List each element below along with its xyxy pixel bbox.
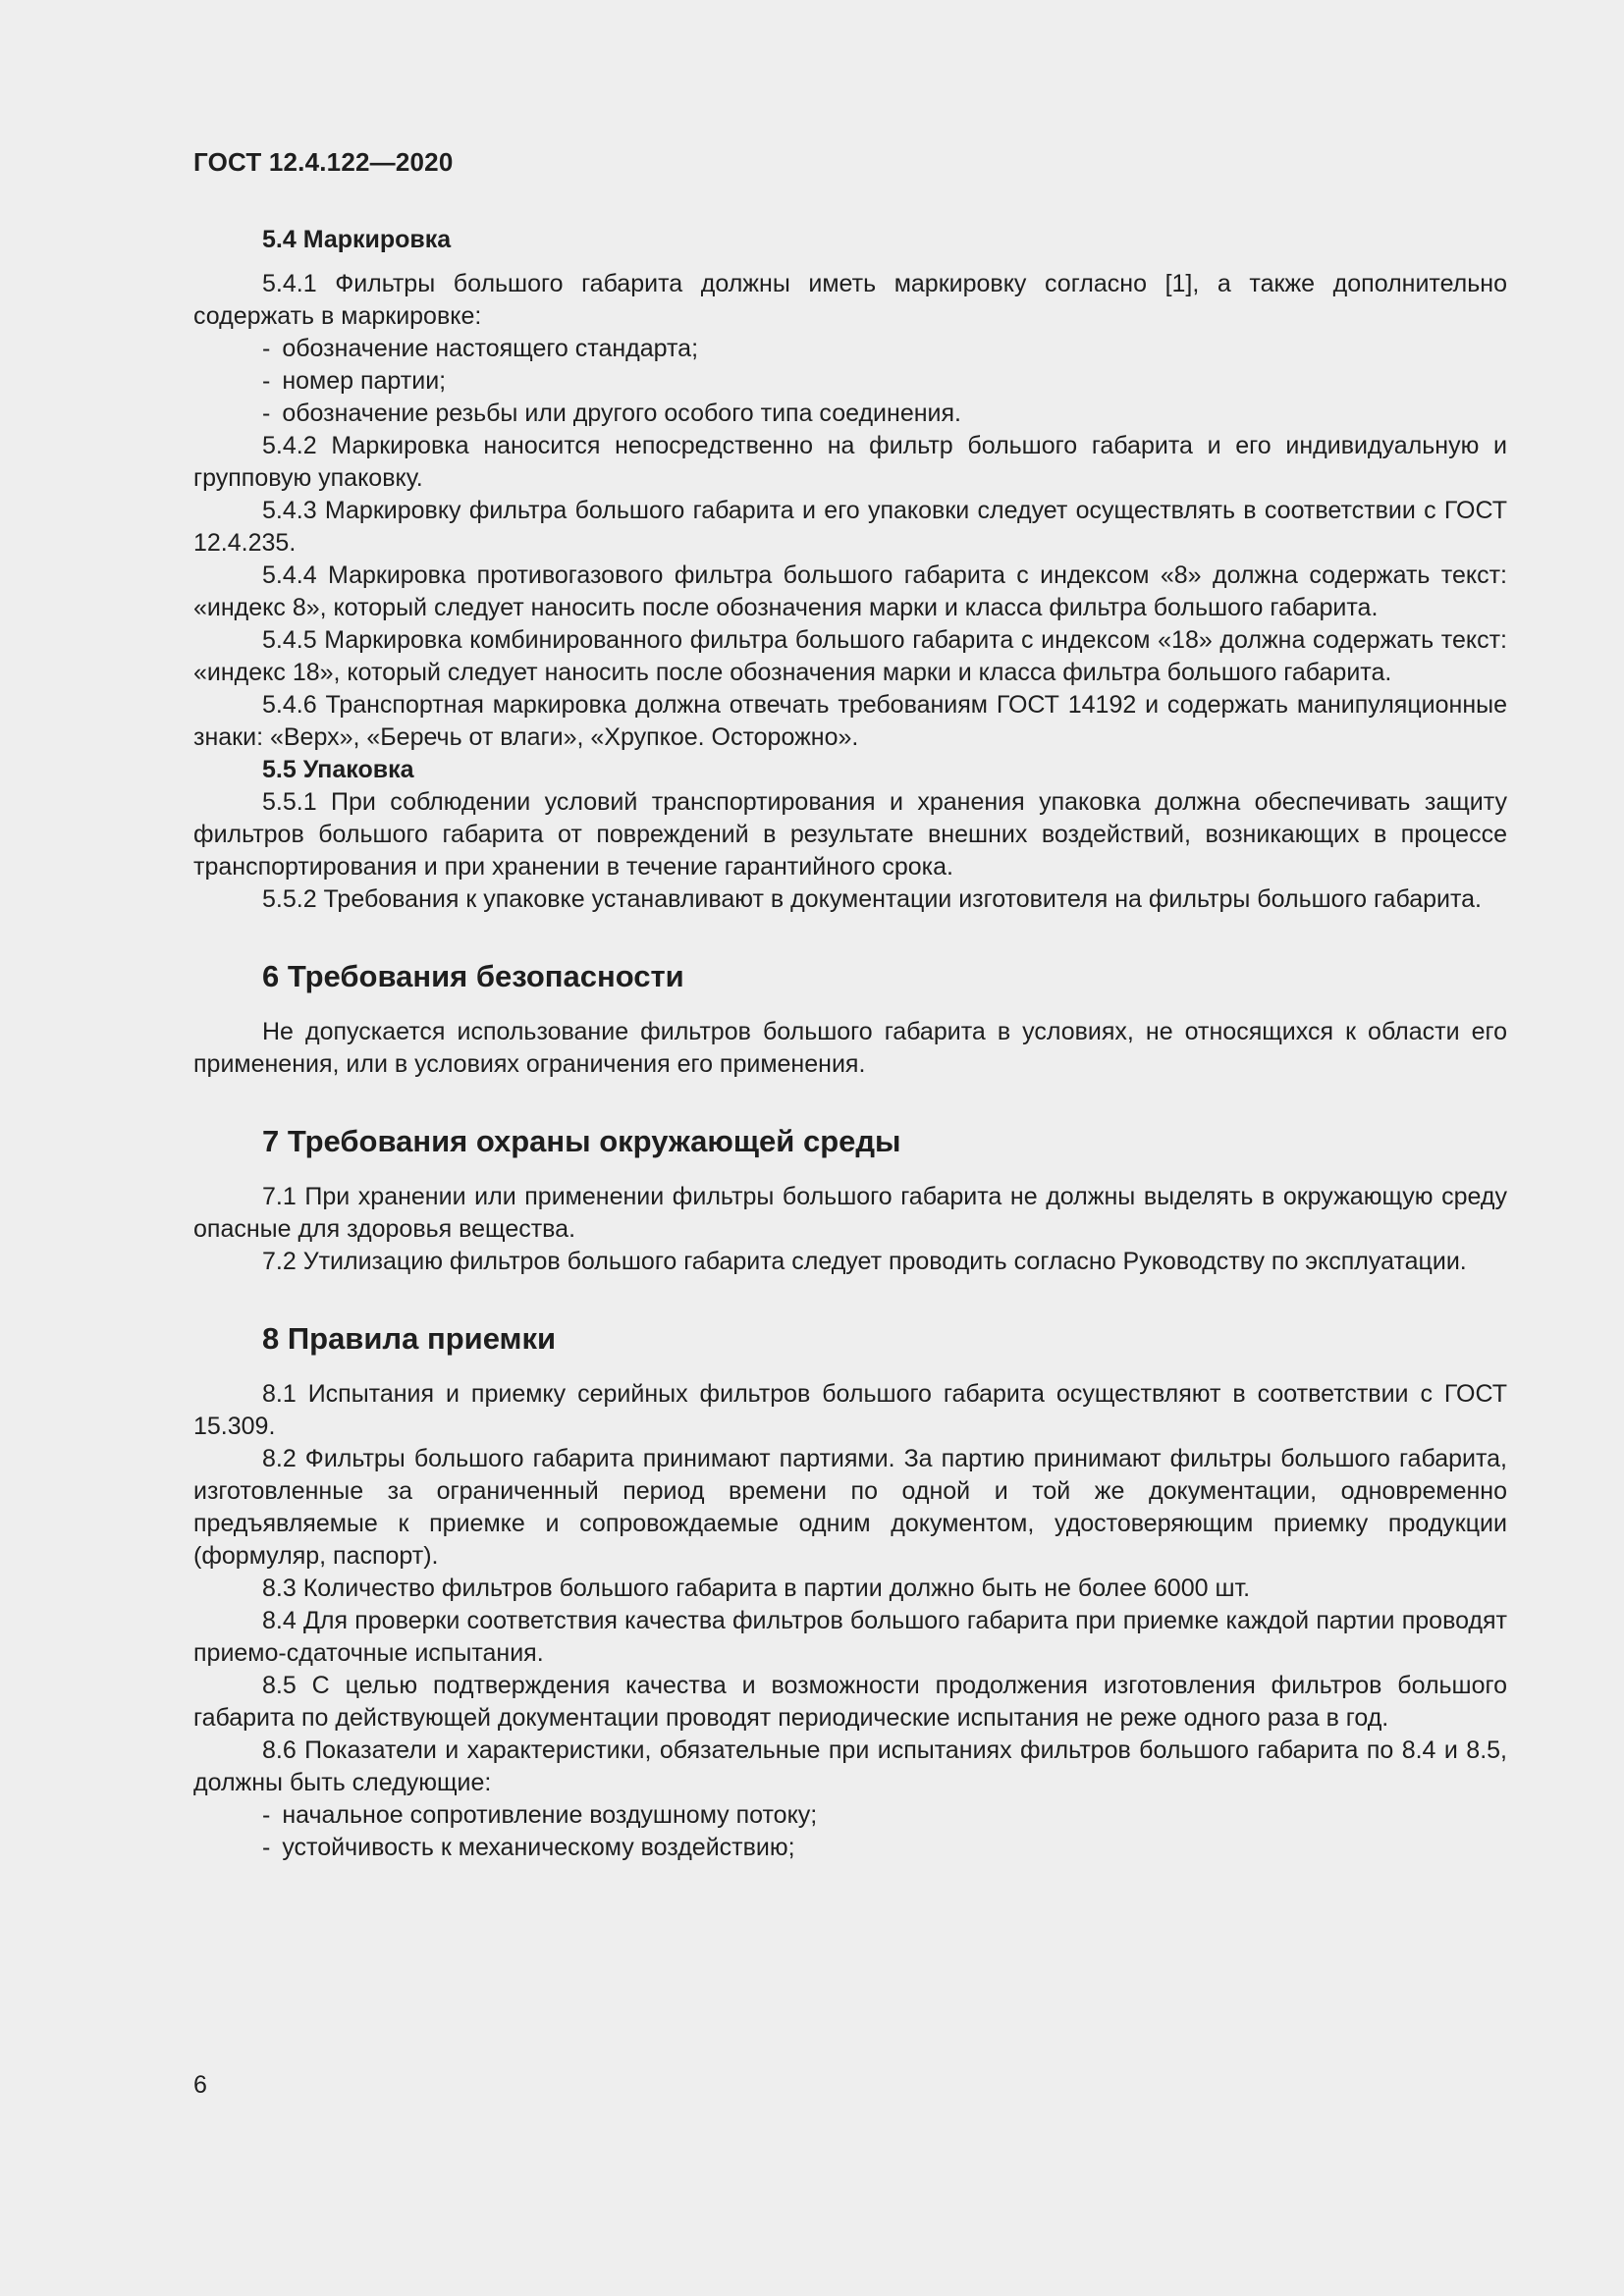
paragraph-7-2: 7.2 Утилизацию фильтров большого габарита следует проводить согласно Руководству по эксплуатации.	[262, 1248, 1467, 1275]
section-title-6: 6 Требования безопасности	[262, 959, 684, 993]
paragraph-8-6: 8.6 Показатели и характеристики, обязательные при испытаниях фильтров большого габарита по 8.4 и 8.5, должны быть следующие:	[193, 1736, 1507, 1796]
paragraph-5-4-2: 5.4.2 Маркировка наносится непосредственно на фильтр большого габарита и его индивидуальную и групповую упаковку.	[193, 432, 1507, 492]
marking-list	[193, 333, 1507, 430]
list-dash: -	[262, 1834, 271, 1861]
section-title-7: 7 Требования охраны окружающей среды	[262, 1124, 901, 1158]
paragraph-8-5: 8.5 С целью подтверждения качества и возможности продолжения изготовления фильтров большого габарита по действующей документации проводят периодические испытания не реже одного раза в год.	[193, 1672, 1507, 1732]
paragraph-5-5-1: 5.5.1 При соблюдении условий транспортирования и хранения упаковка должна обеспечивать защиту фильтров большого габарита от повреждений в результате внешних воздействий, возникающих в процессе транспортирования и при хранении в течение гарантийного срока.	[193, 788, 1507, 881]
paragraph-5-4-1: 5.4.1 Фильтры большого габарита должны иметь маркировку согласно [1], а также дополнительно содержать в маркировке:	[193, 270, 1507, 330]
list-dash: -	[262, 400, 271, 427]
paragraph-8-1: 8.1 Испытания и приемку серийных фильтров большого габарита осуществляют в соответствии с ГОСТ 15.309.	[193, 1380, 1507, 1440]
paragraph-8-4: 8.4 Для проверки соответствия качества фильтров большого габарита при приемке каждой партии проводят приемо-сдаточные испытания.	[193, 1607, 1507, 1667]
section-title-8: 8 Правила приемки	[262, 1321, 557, 1356]
list-item: - обозначение резьбы или другого особого типа соединения.	[262, 400, 961, 427]
list-dash: -	[262, 367, 271, 395]
list-dash: -	[262, 335, 271, 362]
document-body	[193, 224, 1507, 1864]
paragraph-5-4-5: 5.4.5 Маркировка комбинированного фильтра большого габарита с индексом «18» должна содержать текст: «индекс 18», который следует наносить после обозначения марки и класса фильтра большого габарита.	[193, 626, 1507, 686]
paragraph-6: Не допускается использование фильтров большого габарита в условиях, не относящихся к области его применения, или в условиях ограничения его применения.	[193, 1018, 1507, 1078]
paragraph-5-4-3: 5.4.3 Маркировку фильтра большого габарита и его упаковки следует осуществлять в соответствии с ГОСТ 12.4.235.	[193, 497, 1507, 557]
paragraph-8-2: 8.2 Фильтры большого габарита принимают партиями. За партию принимают фильтры большого габарита, изготовленные за ограниченный период времени по одной и той же документации, одновременно предъявляемые к приемке и сопровождаемые одним документом, удостоверяющим приемку продукции (формуляр, паспорт).	[193, 1445, 1507, 1570]
paragraph-7-1: 7.1 При хранении или применении фильтры большого габарита не должны выделять в окружающую среду опасные для здоровья вещества.	[193, 1183, 1507, 1243]
list-item: - начальное сопротивление воздушному потоку;	[262, 1801, 818, 1829]
list-item: - устойчивость к механическому воздействию;	[262, 1834, 795, 1861]
list-item: - номер партии;	[262, 367, 447, 395]
paragraph-8-3: 8.3 Количество фильтров большого габарита в партии должно быть не более 6000 шт.	[262, 1575, 1251, 1602]
paragraph-5-4-6: 5.4.6 Транспортная маркировка должна отвечать требованиям ГОСТ 14192 и содержать манипуляционные знаки: «Верх», «Беречь от влаги», «Хрупкое. Осторожно».	[193, 691, 1507, 751]
subsection-title-5-5: 5.5 Упаковка	[262, 756, 414, 783]
paragraph-5-4-4: 5.4.4 Маркировка противогазового фильтра большого габарита с индексом «8» должна содержать текст: «индекс 8», который следует наносить после обозначения марки и класса фильтра большого габарита.	[193, 561, 1507, 621]
subsection-title-5-4: 5.4 Маркировка	[262, 226, 452, 253]
paragraph-5-5-2: 5.5.2 Требования к упаковке устанавливают в документации изготовителя на фильтры большого габарита.	[262, 885, 1482, 913]
document-code-header: ГОСТ 12.4.122—2020	[193, 147, 454, 177]
page-number: 6	[193, 2071, 207, 2099]
list-dash: -	[262, 1801, 271, 1829]
list-item: - обозначение настоящего стандарта;	[262, 335, 699, 362]
indicator-list	[193, 1799, 1507, 1864]
